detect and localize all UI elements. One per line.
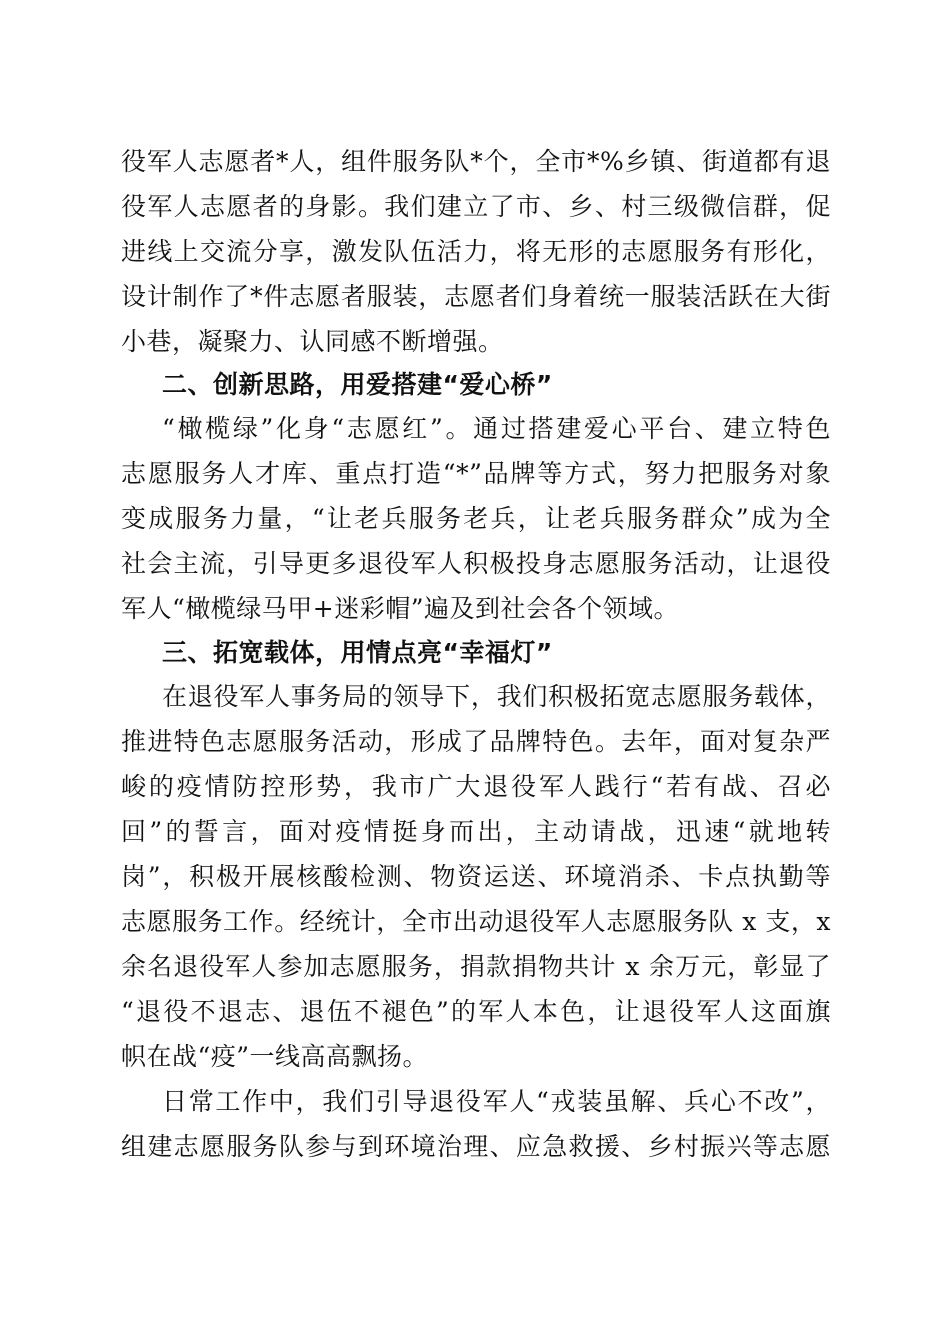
paragraph-line: 组建志愿服务队参与到环境治理、应急救援、乡村振兴等志愿 — [121, 1132, 831, 1161]
paragraph-line: 役军人志愿者*人，组件服务队*个，全市*%乡镇、街道都有退 — [121, 147, 831, 176]
paragraph-line: 小巷，凝聚力、认同感不断增强。 — [121, 327, 504, 356]
paragraph-line: 变成服务力量，“让老兵服务老兵，让老兵服务群众”成为全 — [121, 504, 831, 533]
paragraph-line: 回”的誓言，面对疫情挺身而出，主动请战，迅速“就地转 — [121, 817, 831, 846]
paragraph-line: “退役不退志、退伍不褪色”的军人本色，让退役军人这面旗 — [121, 997, 831, 1026]
paragraph-line: 役军人志愿者的身影。我们建立了市、乡、村三级微信群，促 — [121, 192, 831, 221]
paragraph-line: 设计制作了*件志愿者服装，志愿者们身着统一服装活跃在大街 — [121, 282, 831, 311]
paragraph-line: 帜在战“疫”一线高高飘扬。 — [121, 1042, 429, 1071]
paragraph-line: 岗”，积极开展核酸检测、物资运送、环境消杀、卡点执勤等 — [121, 862, 831, 891]
paragraph-line: 峻的疫情防控形势，我市广大退役军人践行“若有战、召必 — [121, 772, 831, 801]
paragraph-line: 进线上交流分享，激发队伍活力，将无形的志愿服务有形化， — [121, 237, 831, 266]
paragraph-line: 在退役军人事务局的领导下，我们积极拓宽志愿服务载体， — [162, 682, 831, 711]
paragraph-line: 日常工作中，我们引导退役军人“戎装虽解、兵心不改”， — [162, 1087, 831, 1116]
section-heading-2: 二、创新思路，用爱搭建“爱心桥” — [162, 370, 553, 399]
paragraph-line: “橄榄绿”化身“志愿红”。通过搭建爱心平台、建立特色 — [162, 414, 831, 443]
section-heading-3: 三、拓宽载体，用情点亮“幸福灯” — [162, 638, 553, 667]
paragraph-line: 推进特色志愿服务活动，形成了品牌特色。去年，面对复杂严 — [121, 727, 831, 756]
paragraph-line: 志愿服务工作。经统计，全市出动退役军人志愿服务队 x 支，x — [121, 907, 831, 936]
paragraph-line: 社会主流，引导更多退役军人积极投身志愿服务活动，让退役 — [121, 549, 831, 578]
paragraph-line: 军人“橄榄绿马甲+迷彩帽”遍及到社会各个领域。 — [121, 594, 680, 623]
paragraph-line: 余名退役军人参加志愿服务，捐款捐物共计 x 余万元，彰显了 — [121, 952, 831, 981]
paragraph-line: 志愿服务人才库、重点打造“*”品牌等方式，努力把服务对象 — [121, 459, 831, 488]
